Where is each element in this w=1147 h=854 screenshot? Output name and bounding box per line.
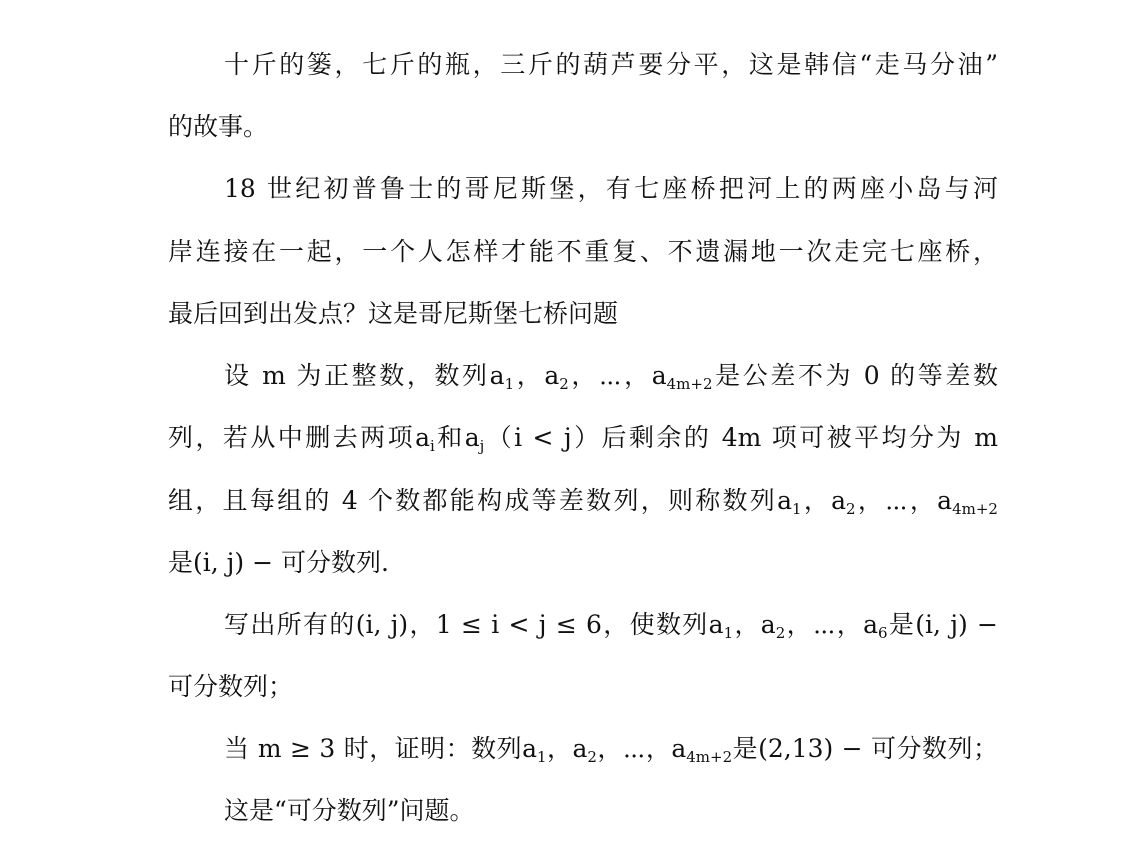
paragraph-1-line-2: 的故事。: [168, 112, 269, 141]
paragraph-2-line-3: 最后回到出发点？这是哥尼斯堡七桥问题: [168, 299, 619, 328]
text-run: 写出所有的(i, j)，1 ≤ i < j ≤ 6，使数列: [224, 610, 709, 639]
sequence-expression: $a_1$，$a_2$，⋯，$a_{4m+2}$: [489, 361, 713, 393]
text-run: （i < j）后剩余的 4m 项可被平均分为 m: [484, 423, 998, 452]
paragraph-3-line-3: [168, 484, 998, 518]
paragraph-6-line-1: 这是“可分数列”问题。: [224, 796, 475, 825]
paragraph-1-line-1: 十斤的篓，七斤的瓶，三斤的葫芦要分平，这是韩信“走马分油”: [224, 50, 998, 79]
text-run: 设 m 为正整数，数列: [224, 361, 490, 390]
paragraph-2-line-2: 岸连接在一起，一个人怎样才能不重复、不遗漏地一次走完七座桥，: [168, 237, 998, 266]
text-run: 是公差不为 0 的等差数: [712, 361, 998, 390]
removed-terms-expression: $a_i$和$a_j$: [415, 423, 485, 455]
text-run: 列，若从中删去两项: [168, 423, 416, 452]
text-run: 当 m ≥ 3 时，证明：数列: [224, 734, 523, 763]
paragraph-5-line-1: [224, 732, 998, 766]
paragraph-4-line-1: [224, 608, 998, 642]
sequence-expression: $a_1$，$a_2$，⋯，$a_{4m+2}$: [522, 734, 733, 766]
sequence-expression: $a_1$，$a_2$，⋯，$a_6$: [708, 610, 888, 642]
text-run: 是(2,13) − 可分数列；: [732, 734, 998, 763]
text-run: 组，且每组的 4 个数都能构成等差数列，则称数列: [168, 486, 778, 515]
sequence-expression: $a_1$，$a_2$，⋯，$a_{4m+2}$: [777, 486, 998, 518]
paragraph-3-line-4: 是(i, j) − 可分数列.: [168, 548, 389, 577]
text-run: 是(i, j) −: [887, 610, 998, 639]
paragraph-3-line-1: [224, 359, 998, 393]
paragraph-4-line-2: 可分数列；: [168, 672, 294, 701]
paragraph-2-line-1: 18 世纪初普鲁士的哥尼斯堡，有七座桥把河上的两座小岛与河: [224, 174, 998, 203]
paragraph-3-line-2: [168, 421, 998, 455]
